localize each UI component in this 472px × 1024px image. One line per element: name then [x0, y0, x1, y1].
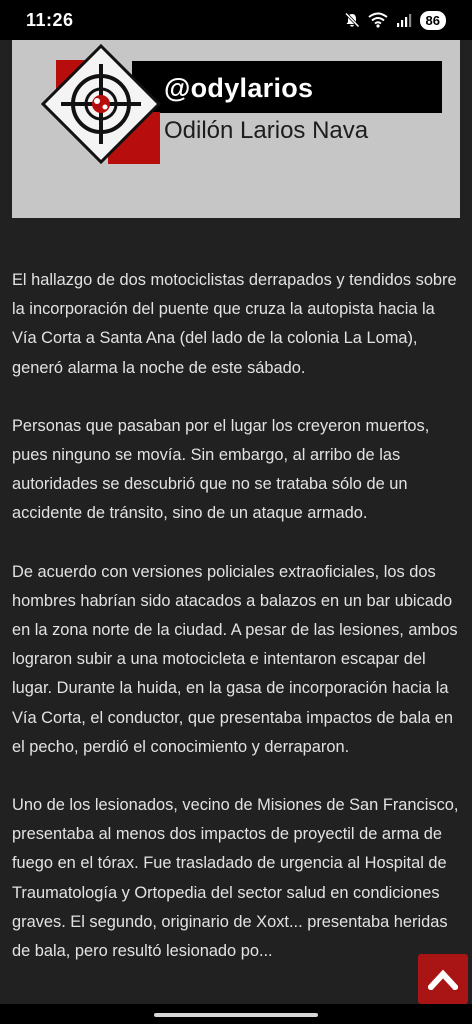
home-gesture-handle[interactable] [154, 1013, 318, 1017]
article-paragraph: De acuerdo con versiones policiales extraoficiales, los dos hombres habrían sido atacados a balazos en un bar ubicado en la zona norte de la ciudad. A pesar de las lesiones, ambos lograron subir a una motocicleta e intentaron escapar del lugar. Durante la huida, en la gasa de incorporación hacia la Vía Corta, el conductor, que presentaba impactos de bala en el pecho, perdió el conocimiento y derraparon. [12, 562, 458, 756]
mute-icon [344, 12, 360, 28]
battery-indicator: 86 [420, 11, 446, 30]
author-handle: @odylarios [164, 73, 314, 103]
navigation-gesture-bar [0, 1004, 472, 1024]
scroll-to-top-button[interactable] [418, 954, 468, 1004]
crosshair-logo-icon [39, 42, 163, 166]
status-time: 11:26 [26, 9, 74, 30]
article-paragraph: El hallazgo de dos motociclistas derrapados y tendidos sobre la incorporación del puente que cruza la autopista hacia la Vía Corta a Santa Ana (del lado de la colonia La Loma), generó alarma la noche de este sábado. [12, 271, 457, 377]
chevron-up-icon [428, 968, 458, 990]
article-paragraph: Uno de los lesionados, vecino de Misiones de San Francisco, presentaba al menos dos impactos de proyectil de arma de fuego en el tórax. Fue trasladado de urgencia al Hospital de Traumatología y Ortopedia del sector salud en condiciones graves. El segundo, originario de Xoxt... presentaba heridas de bala, pero resultó lesionado po... [12, 796, 459, 961]
status-bar [0, 0, 472, 40]
author-banner-image [12, 40, 460, 218]
author-name: Odilón Larios Nava [164, 117, 369, 144]
article-body [12, 266, 462, 995]
wifi-icon [368, 12, 388, 28]
article-paragraph: Personas que pasaban por el lugar los creyeron muertos, pues ninguno se movía. Sin embargo, al arribo de las autoridades se descubrió que no se trataba sólo de un accidente de tránsito, sino de un ataque armado. [12, 416, 430, 523]
status-icons [344, 11, 446, 30]
signal-icon [396, 13, 412, 27]
